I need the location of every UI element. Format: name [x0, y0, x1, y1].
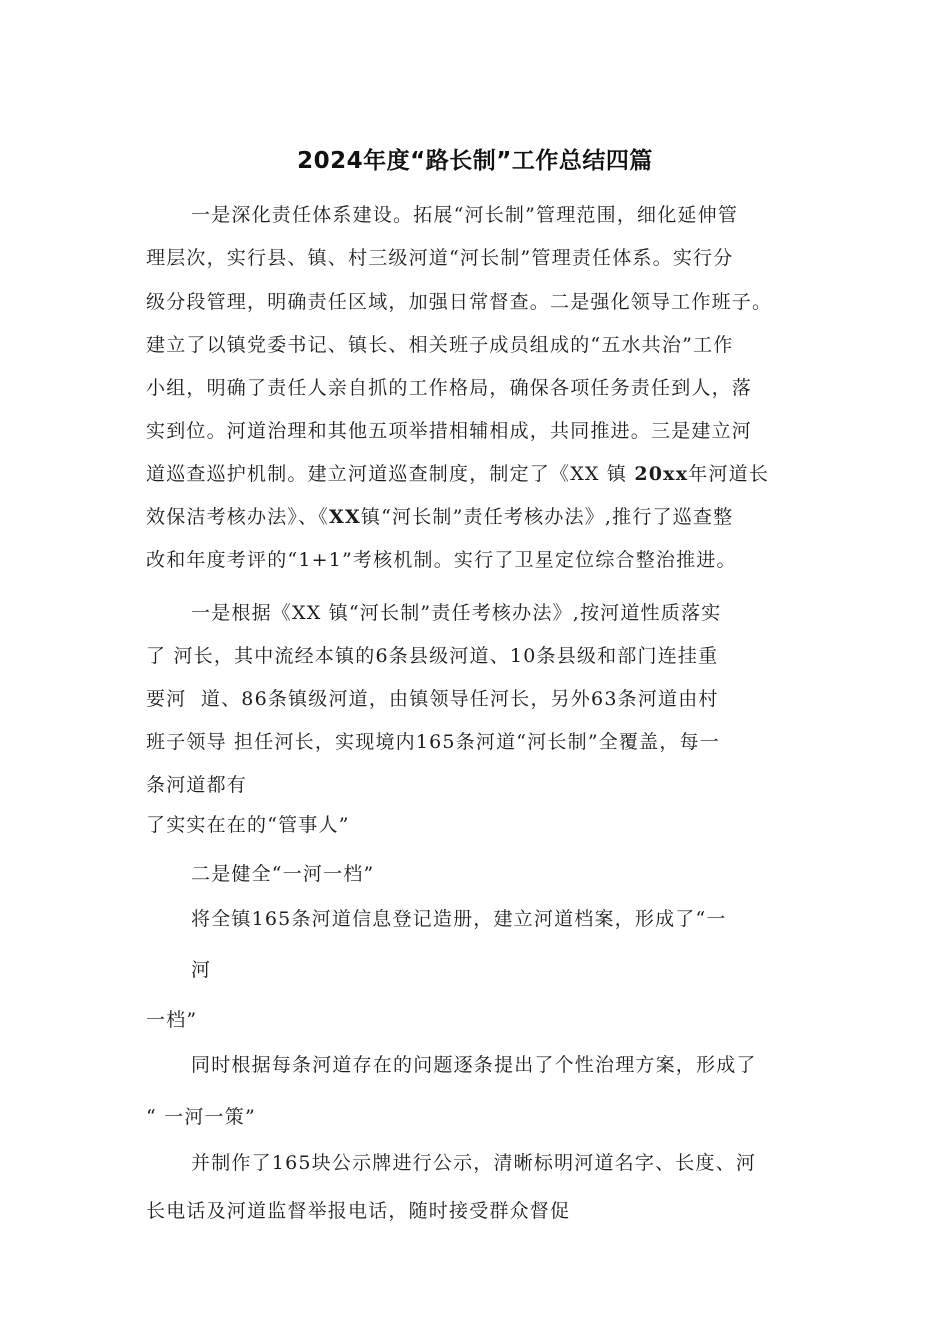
paragraph1-line1: 一是深化责任体系建设。拓展“河长制”管理范围，细化延伸管 — [191, 204, 739, 226]
paragraph2-line4: 班子领导 担任河长，实现境内165条河道“河长制”全覆盖，每一 — [146, 731, 720, 753]
paragraph1-line2: 理层次，实行县、镇、村三级河道“河长制”管理责任体系。实行分 — [146, 247, 734, 269]
document-title: 2024年度“路长制”工作总结四篇 — [297, 148, 653, 174]
paragraph2-line1: 一是根据《XX 镇“河长制”责任考核办法》,按河道性质落实 — [191, 602, 722, 624]
paragraph2-line3: 要河 道、86条镇级河道，由镇领导任河长，另外63条河道由村 — [146, 688, 719, 710]
paragraph2-line5: 条河道都有 — [146, 774, 248, 796]
paragraph1-line8 — [146, 502, 733, 529]
section2-heading: 二是健全“一河一档” — [191, 863, 375, 885]
section2-line4: 同时根据每条河道存在的问题逐条提出了个性治理方案，形成了 — [191, 1054, 757, 1076]
paragraph2-line6: 了实实在在的“管事人” — [146, 814, 350, 836]
paragraph1-line4: 建立了以镇党委书记、镇长、相关班子成员组成的“五水共治”工作 — [146, 334, 734, 356]
paragraph1-line9: 改和年度考评的“1+1”考核机制。实行了卫星定位综合整治推进。 — [146, 549, 737, 571]
paragraph1-line6: 实到位。河道治理和其他五项举措相辅相成，共同推进。三是建立河 — [146, 420, 753, 442]
paragraph1-line8-part2: 镇“河长制”责任考核办法》,推行了巡查整 — [360, 506, 734, 528]
section2-line5: “ 一河一策” — [146, 1106, 256, 1128]
section2-line3: 一档” — [146, 1009, 198, 1031]
paragraph1-line8-part1: 效保洁考核办法》、《 — [146, 506, 330, 528]
paragraph1-line7-part1: 道巡查巡护机制。建立河道巡查制度，制定了《XX 镇 — [146, 463, 635, 485]
paragraph1-line8-xx: XX — [329, 506, 361, 528]
paragraph1-line7-part2: 年河道长 — [688, 463, 770, 485]
paragraph1-line7 — [146, 459, 769, 486]
paragraph1-line7-year: 20xx — [634, 463, 689, 485]
section2-line1: 将全镇165条河道信息登记造册，建立河道档案，形成了“一 — [191, 908, 727, 930]
section2-line2: 河 — [191, 959, 212, 981]
paragraph1-line3: 级分段管理，明确责任区域，加强日常督查。二是强化领导工作班子。 — [146, 291, 773, 313]
section2-line6: 并制作了165块公示牌进行公示，清晰标明河道名字、长度、河 — [191, 1152, 757, 1174]
section2-line7: 长电话及河道监督举报电话，随时接受群众督促 — [146, 1200, 571, 1222]
paragraph2-line2: 了 河长，其中流经本镇的6条县级河道、10条县级和部门连挂重 — [146, 645, 719, 667]
paragraph1-line5: 小组，明确了责任人亲自抓的工作格局，确保各项任务责任到人，落 — [146, 377, 753, 399]
